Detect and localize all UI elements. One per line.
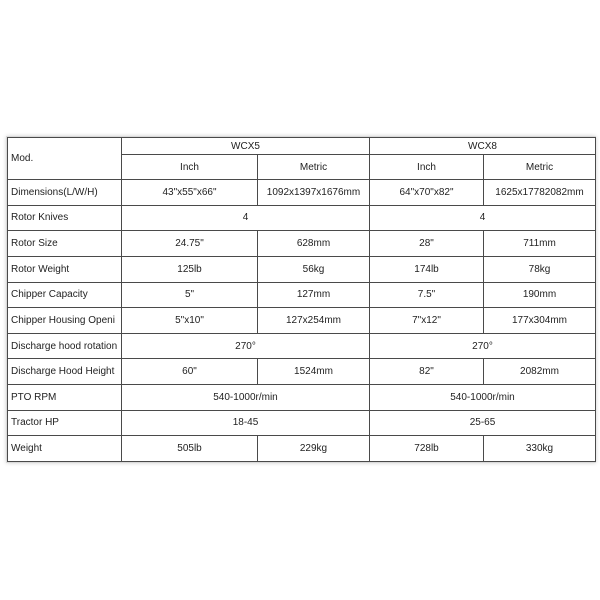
unit-header-metric: Metric xyxy=(484,155,596,180)
mod-header: Mod. xyxy=(8,138,122,180)
spec-table-frame xyxy=(6,136,596,463)
table-cell: 28" xyxy=(370,231,484,257)
table-row xyxy=(8,308,596,334)
table-row xyxy=(8,231,596,257)
table-cell: 7"x12" xyxy=(370,308,484,334)
table-cell: 190mm xyxy=(484,282,596,308)
table-cell: 56kg xyxy=(258,256,370,282)
row-label: Discharge hood rotation xyxy=(8,333,122,359)
table-cell: 270° xyxy=(370,333,596,359)
row-label: Discharge Hood Height xyxy=(8,359,122,385)
table-row xyxy=(8,410,596,436)
unit-header-inch: Inch xyxy=(370,155,484,180)
table-cell: 1092x1397x1676mm xyxy=(258,180,370,206)
table-cell: 5" xyxy=(122,282,258,308)
table-cell: 1625x17782082mm xyxy=(484,180,596,206)
row-label: Chipper Housing Openi xyxy=(8,308,122,334)
table-cell: 5"x10" xyxy=(122,308,258,334)
table-cell: 43"x55"x66" xyxy=(122,180,258,206)
row-label: Rotor Size xyxy=(8,231,122,257)
row-label: Weight xyxy=(8,436,122,462)
table-cell: 127x254mm xyxy=(258,308,370,334)
table-cell: 7.5" xyxy=(370,282,484,308)
table-cell: 64"x70"x82" xyxy=(370,180,484,206)
table-cell: 540-1000r/min xyxy=(122,385,370,411)
table-cell: 1524mm xyxy=(258,359,370,385)
table-row xyxy=(8,333,596,359)
model-header-wcx5: WCX5 xyxy=(122,138,370,155)
table-row xyxy=(8,436,596,462)
table-cell: 174lb xyxy=(370,256,484,282)
table-cell: 24.75" xyxy=(122,231,258,257)
table-cell: 628mm xyxy=(258,231,370,257)
table-cell: 60" xyxy=(122,359,258,385)
table-cell: 505lb xyxy=(122,436,258,462)
row-label: Tractor HP xyxy=(8,410,122,436)
table-cell: 2082mm xyxy=(484,359,596,385)
table-row xyxy=(8,385,596,411)
table-cell: 125lb xyxy=(122,256,258,282)
table-row xyxy=(8,256,596,282)
table-row xyxy=(8,205,596,231)
table-row xyxy=(8,359,596,385)
table-row xyxy=(8,180,596,206)
unit-header-inch: Inch xyxy=(122,155,258,180)
table-cell: 82" xyxy=(370,359,484,385)
row-label: Dimensions(L/W/H) xyxy=(8,180,122,206)
table-cell: 177x304mm xyxy=(484,308,596,334)
table-cell: 330kg xyxy=(484,436,596,462)
table-cell: 18-45 xyxy=(122,410,370,436)
table-cell: 127mm xyxy=(258,282,370,308)
model-header-wcx8: WCX8 xyxy=(370,138,596,155)
table-cell: 711mm xyxy=(484,231,596,257)
table-cell: 540-1000r/min xyxy=(370,385,596,411)
table-cell: 4 xyxy=(122,205,370,231)
table-cell: 78kg xyxy=(484,256,596,282)
table-cell: 229kg xyxy=(258,436,370,462)
row-label: Rotor Weight xyxy=(8,256,122,282)
table-cell: 4 xyxy=(370,205,596,231)
row-label: PTO RPM xyxy=(8,385,122,411)
table-row xyxy=(8,282,596,308)
table-cell: 728lb xyxy=(370,436,484,462)
spec-table xyxy=(7,137,596,462)
table-cell: 270° xyxy=(122,333,370,359)
row-label: Chipper Capacity xyxy=(8,282,122,308)
unit-header-metric: Metric xyxy=(258,155,370,180)
table-cell: 25-65 xyxy=(370,410,596,436)
row-label: Rotor Knives xyxy=(8,205,122,231)
